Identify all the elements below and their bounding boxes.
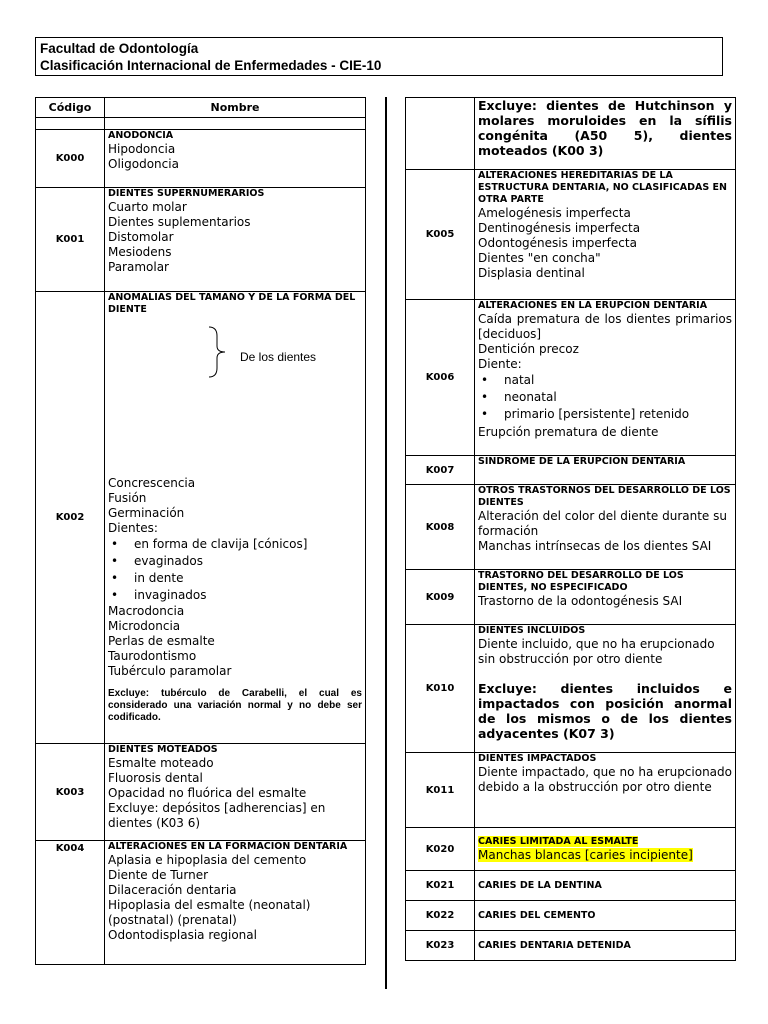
section-title: CARIES DE LA DENTINA	[478, 879, 602, 891]
list-item: Dilaceración dentaria	[108, 883, 237, 897]
section-title: ALTERACIONES EN LA FORMACION DENTARIA	[108, 841, 348, 852]
name-cell	[475, 300, 736, 456]
exclusion-note: Excluye: dientes de Hutchinson y molares moruloides en la sífilis congénita (A50 5), dientes moteados (K00 3)	[478, 98, 732, 158]
list-item: Alteración del color del diente durante su formación	[478, 509, 727, 538]
list-item: Manchas blancas [caries incipiente]	[478, 847, 693, 862]
name-cell	[475, 485, 736, 570]
list-item: Oligodoncia	[108, 157, 179, 171]
column-header-code: Código	[36, 98, 105, 118]
list-item: Trastorno de la odontogénesis SAI	[478, 594, 683, 608]
section-title: DIENTES MOTEADOS	[108, 744, 218, 755]
list-item: Diente impactado, que no ha erupcionado debido a la obstrucción por otro diente	[478, 765, 732, 794]
table-row	[406, 828, 736, 871]
table-row	[36, 292, 366, 744]
brace-label: De los dientes	[240, 350, 317, 364]
section-title: ANOMALIAS DEL TAMAÑO Y DE LA FORMA DEL DIENTE	[108, 292, 356, 315]
bullet-item: • evaginados	[108, 553, 362, 570]
section-title: ALTERACIONES HEREDITARIAS DE LA ESTRUCTURA DENTARIA, NO CLASIFICADAS EN OTRA PARTE	[478, 170, 727, 205]
code-cell: K001	[36, 188, 105, 292]
list-item: Fluorosis dental	[108, 771, 203, 785]
table-row	[406, 570, 736, 625]
faculty-title: Facultad de Odontología	[40, 41, 199, 56]
name-cell	[475, 456, 736, 485]
list-item: Mesiodens	[108, 245, 172, 259]
section-title: TRASTORNO DEL DESARROLLO DE LOS DIENTES, NO ESPECIFICADO	[478, 570, 684, 593]
name-cell	[105, 841, 366, 965]
table-row	[406, 170, 736, 300]
column-divider	[385, 97, 387, 989]
table-row	[36, 841, 366, 965]
list-item: Concrescencia	[108, 476, 196, 490]
code-cell: K003	[36, 744, 105, 841]
bullet-item: • primario [persistente] retenido	[478, 406, 732, 423]
right-codes-table	[405, 97, 736, 961]
list-item: Caída prematura de los dientes primarios [deciduos]	[478, 312, 732, 341]
name-cell	[105, 744, 366, 841]
list-item: Dientes "en concha"	[478, 251, 601, 265]
list-item: Fusión	[108, 491, 147, 505]
section-title: CARIES DENTARIA DETENIDA	[478, 939, 631, 951]
name-cell	[475, 753, 736, 828]
section-title: DIENTES SUPERNUMERARIOS	[108, 188, 265, 199]
brace-icon	[206, 326, 230, 378]
section-title: ANODONCIA	[108, 130, 174, 141]
name-cell	[475, 625, 736, 753]
code-cell: K000	[36, 130, 105, 188]
list-item: Taurodontismo	[108, 649, 197, 663]
table-row	[406, 98, 736, 170]
section-title: CARIES LIMITADA AL ESMALTE	[478, 835, 639, 847]
code-cell: K021	[406, 871, 475, 901]
name-cell	[475, 570, 736, 625]
table-row	[406, 901, 736, 931]
bullet-item: • neonatal	[478, 389, 732, 406]
list-item: Paramolar	[108, 260, 169, 274]
list-item: Displasia dentinal	[478, 266, 585, 280]
table-row	[406, 871, 736, 901]
bullet-item: • en forma de clavija [cónicos]	[108, 536, 362, 553]
column-header-name: Nombre	[105, 98, 366, 118]
table-row	[36, 188, 366, 292]
table-row	[36, 744, 366, 841]
list-item: Odontogénesis imperfecta	[478, 236, 637, 250]
table-row	[36, 130, 366, 188]
code-cell: K010	[406, 625, 475, 753]
name-cell	[475, 170, 736, 300]
list-item: Diente de Turner	[108, 868, 209, 882]
list-item: Cuarto molar	[108, 200, 187, 214]
name-cell	[475, 828, 736, 871]
list-item: Odontodisplasia regional	[108, 928, 257, 942]
list-item: Germinación	[108, 506, 185, 520]
code-cell: K002	[36, 292, 105, 744]
list-item: Tubérculo paramolar	[108, 664, 232, 678]
name-cell	[475, 871, 736, 901]
document-header	[35, 37, 723, 76]
code-cell: K005	[406, 170, 475, 300]
list-item: Diente:	[478, 357, 522, 371]
list-item: Excluye: depósitos [adherencias] en dientes (K03 6)	[108, 801, 326, 830]
classification-title: Clasificación Internacional de Enfermedades - CIE-10	[40, 58, 382, 73]
code-cell: K023	[406, 931, 475, 961]
list-item: Erupción prematura de diente	[478, 425, 659, 439]
left-codes-table	[35, 97, 366, 965]
list-item: Perlas de esmalte	[108, 634, 215, 648]
exclusion-note: Excluye: tubérculo de Carabelli, el cual es considerado una variación normal y no debe ser codificado.	[108, 688, 362, 723]
list-item: Amelogénesis imperfecta	[478, 206, 631, 220]
code-cell: K020	[406, 828, 475, 871]
list-item: Hipoplasia del esmalte (neonatal) (postnatal) (prenatal)	[108, 898, 311, 927]
bullet-item: • natal	[478, 372, 732, 389]
code-cell: K004	[36, 841, 105, 965]
table-row	[406, 300, 736, 456]
list-item: Diente incluido, que no ha erupcionado sin obstrucción por otro diente	[478, 637, 715, 666]
code-cell: K006	[406, 300, 475, 456]
code-cell: K022	[406, 901, 475, 931]
list-item: Dentinogénesis imperfecta	[478, 221, 641, 235]
section-title: SINDROME DE LA ERUPCION DENTARIA	[478, 456, 686, 467]
name-cell	[105, 292, 366, 744]
section-title: DIENTES INCLUIDOS	[478, 625, 586, 636]
section-title: ALTERACIONES EN LA ERUPCION DENTARIA	[478, 300, 708, 311]
list-item: Esmalte moteado	[108, 756, 214, 770]
table-row	[406, 456, 736, 485]
brace-group	[108, 316, 362, 476]
code-cell: K009	[406, 570, 475, 625]
list-item: Dientes:	[108, 521, 158, 535]
list-item: Macrodoncia	[108, 604, 185, 618]
list-item: Manchas intrínsecas de los dientes SAI	[478, 539, 712, 553]
name-cell	[475, 98, 736, 170]
list-item: Opacidad no fluórica del esmalte	[108, 786, 307, 800]
name-cell	[105, 130, 366, 188]
name-cell	[105, 188, 366, 292]
list-item: Distomolar	[108, 230, 174, 244]
exclusion-note: Excluye: dientes incluidos e impactados con posición anormal de los mismos o de los dientes adyacentes (K07 3)	[478, 681, 732, 741]
list-item: Aplasia e hipoplasia del cemento	[108, 853, 307, 867]
table-row	[406, 485, 736, 570]
section-title: DIENTES IMPACTADOS	[478, 753, 597, 764]
table-row	[406, 931, 736, 961]
bullet-item: • invaginados	[108, 587, 362, 604]
section-title: CARIES DEL CEMENTO	[478, 909, 596, 921]
code-cell: K008	[406, 485, 475, 570]
code-cell: K011	[406, 753, 475, 828]
list-item: Microdoncia	[108, 619, 181, 633]
list-item: Dientes suplementarios	[108, 215, 251, 229]
section-title: OTROS TRASTORNOS DEL DESARROLLO DE LOS DIENTES	[478, 485, 731, 508]
table-row	[406, 625, 736, 753]
list-item: Dentición precoz	[478, 342, 579, 356]
list-item: Hipodoncia	[108, 142, 176, 156]
bullet-item: • in dente	[108, 570, 362, 587]
table-row	[406, 753, 736, 828]
name-cell	[475, 901, 736, 931]
code-cell: K007	[406, 456, 475, 485]
name-cell	[475, 931, 736, 961]
